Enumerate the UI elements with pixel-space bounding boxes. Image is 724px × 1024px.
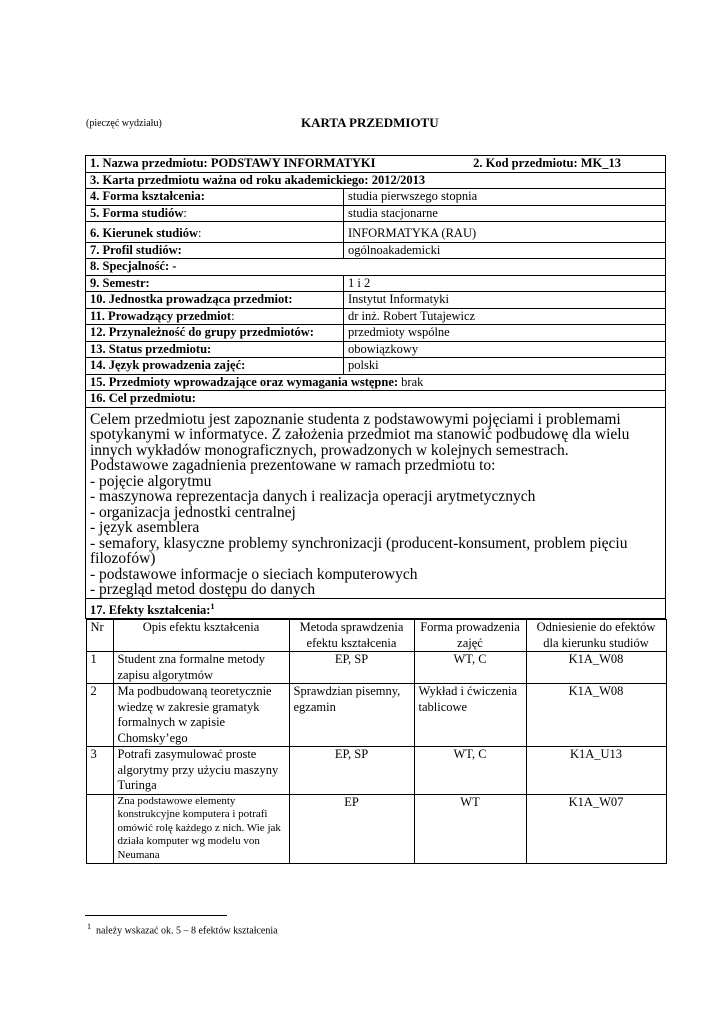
effect-form: WT: [414, 794, 526, 863]
effect-method: EP: [289, 794, 414, 863]
effect-form: WT, C: [414, 652, 526, 684]
row-unit: [86, 292, 666, 309]
row-goal-body: [86, 407, 666, 598]
effect-ref: K1A_W08: [526, 684, 666, 747]
col-header: Nr: [86, 620, 113, 652]
effect-desc: Potrafi zasymulować proste algorytmy przy użyciu maszyny Turinga: [113, 747, 289, 795]
field-value: INFORMATYKA (RAU): [344, 222, 666, 243]
field-value: ogólnoakademicki: [344, 242, 666, 259]
row-goal-header: [86, 391, 666, 408]
effect-desc: Zna podstawowe elementy konstrukcyjne komputera i potrafi omówić rolę każdego z nich. Wie jak działa komputer wg modelu von Neumana: [113, 794, 289, 863]
table-row: [86, 747, 666, 795]
goal-line: spotykanymi w informatyce. Z założenia przedmiot ma stanowić podbudowę dla wielu: [90, 426, 630, 443]
row-effects-header: [86, 598, 666, 619]
field-label: 9. Semestr:: [86, 275, 344, 292]
effect-ref: K1A_W07: [526, 794, 666, 863]
col-header: Odniesienie do efektów dla kierunku studiów: [526, 620, 666, 652]
row-education-form: [86, 189, 666, 206]
field-label: 5. Forma studiów:: [86, 205, 344, 222]
row-lecturer: [86, 308, 666, 325]
effect-desc: Ma podbudowaną teoretycznie wiedzę w zakresie gramatyk formalnych w zapisie Chomsky’ego: [113, 684, 289, 747]
prerequisites-label: 15. Przedmioty wprowadzające oraz wymagania wstępne:: [90, 374, 399, 389]
row-prerequisites: [86, 374, 666, 391]
row-valid-from: [86, 172, 666, 189]
effect-ref: K1A_U13: [526, 747, 666, 795]
field-value: Instytut Informatyki: [344, 292, 666, 309]
effects-table: [86, 619, 667, 863]
row-status: [86, 341, 666, 358]
valid-from-label: 3. Karta przedmiotu ważna od roku akademickiego: 2012/2013: [86, 172, 666, 189]
goal-line: - język asemblera: [90, 519, 200, 536]
row-study-form: [86, 205, 666, 222]
field-label: 11. Prowadzący przedmiot:: [86, 308, 344, 325]
footnote-mark: 1: [87, 922, 91, 931]
effect-form: WT, C: [414, 747, 526, 795]
effect-desc: Student zna formalne metody zapisu algorytmów: [113, 652, 289, 684]
field-label: 4. Forma kształcenia:: [86, 189, 344, 206]
field-label: 12. Przynależność do grupy przedmiotów:: [86, 325, 344, 342]
row-effects-table: [86, 619, 666, 864]
effect-form: Wykład i ćwiczenia tablicowe: [414, 684, 526, 747]
goal-line: - maszynowa reprezentacja danych i realizacja operacji arytmetycznych: [90, 488, 536, 505]
effect-method: EP, SP: [289, 747, 414, 795]
field-label: 6. Kierunek studiów:: [86, 222, 344, 243]
goal-line: innych wykładów monograficznych, prowadzonych w kolejnych semestrach.: [90, 441, 569, 459]
course-name: 1. Nazwa przedmiotu: PODSTAWY INFORMATYKI: [90, 156, 376, 170]
row-profile: [86, 242, 666, 259]
field-value: 1 i 2: [344, 275, 666, 292]
effect-nr: 1: [86, 652, 113, 684]
col-header: Forma prowadzenia zajęć: [414, 620, 526, 652]
table-row: [86, 684, 666, 747]
goal-text: [86, 407, 666, 598]
field-value: przedmioty wspólne: [344, 325, 666, 342]
effect-nr: 2: [86, 684, 113, 747]
field-value: obowiązkowy: [344, 341, 666, 358]
row-semester: [86, 275, 666, 292]
field-value: dr inż. Robert Tutajewicz: [344, 308, 666, 325]
table-row: [86, 794, 666, 863]
page-title: KARTA PRZEDMIOTU: [301, 115, 439, 130]
col-header: Opis efektu kształcenia: [113, 620, 289, 652]
prerequisites-value: brak: [398, 374, 424, 389]
goal-line: - podstawowe informacje o sieciach komputerowych: [90, 565, 418, 583]
table-row: [86, 652, 666, 684]
goal-line: - organizacja jednostki centralnej: [90, 503, 296, 521]
effect-nr: 3: [86, 747, 113, 795]
row-course-name: [86, 156, 666, 173]
effects-header-row: [86, 620, 666, 652]
row-specialty: [86, 259, 666, 276]
faculty-stamp-label: (pieczęć wydziału): [86, 118, 162, 129]
footnote-divider: [85, 915, 227, 916]
goal-line: - przegląd metod dostępu do danych: [90, 581, 316, 598]
effects-label: 17. Efekty kształcenia:$^1$: [86, 598, 666, 619]
field-label: 7. Profil studiów:: [86, 242, 344, 259]
footnote: [87, 922, 278, 936]
goal-line: Podstawowe zagadnienia prezentowane w ramach przedmiotu to:: [90, 457, 496, 474]
goal-label: 16. Cel przedmiotu:: [86, 391, 666, 408]
col-header: Metoda sprawdzenia efektu kształcenia: [289, 620, 414, 652]
goal-line: Celem przedmiotu jest zapoznanie studenta z podstawowymi pojęciami i problemami: [90, 410, 621, 428]
field-label: 10. Jednostka prowadząca przedmiot:: [86, 292, 344, 309]
goal-line: - pojęcie algorytmu: [90, 472, 212, 490]
course-code: 2. Kod przedmiotu: MK_13: [473, 156, 622, 170]
field-value: studia stacjonarne: [344, 205, 666, 222]
effect-ref: K1A_W08: [526, 652, 666, 684]
field-value: polski: [344, 358, 666, 375]
goal-line: filozofów): [90, 550, 156, 567]
footnote-text: należy wskazać ok. 5 – 8 efektów kształcenia: [96, 925, 278, 937]
field-label: 14. Język prowadzenia zajęć:: [86, 358, 344, 375]
course-card-table: [85, 155, 666, 864]
row-language: [86, 358, 666, 375]
prerequisites-cell: [86, 374, 666, 391]
field-label: 13. Status przedmiotu:: [86, 341, 344, 358]
goal-line: - semafory, klasyczne problemy synchronizacji (producent-konsument, problem pięciu: [90, 534, 628, 552]
row-field-of-study: [86, 222, 666, 243]
effect-method: Sprawdzian pisemny, egzamin: [289, 684, 414, 747]
footnote-ref: 1: [210, 601, 215, 611]
effect-nr: [86, 794, 113, 863]
field-value: studia pierwszego stopnia: [344, 189, 666, 206]
row-group: [86, 325, 666, 342]
specialty-label: 8. Specjalność: -: [86, 259, 666, 276]
effect-method: EP, SP: [289, 652, 414, 684]
